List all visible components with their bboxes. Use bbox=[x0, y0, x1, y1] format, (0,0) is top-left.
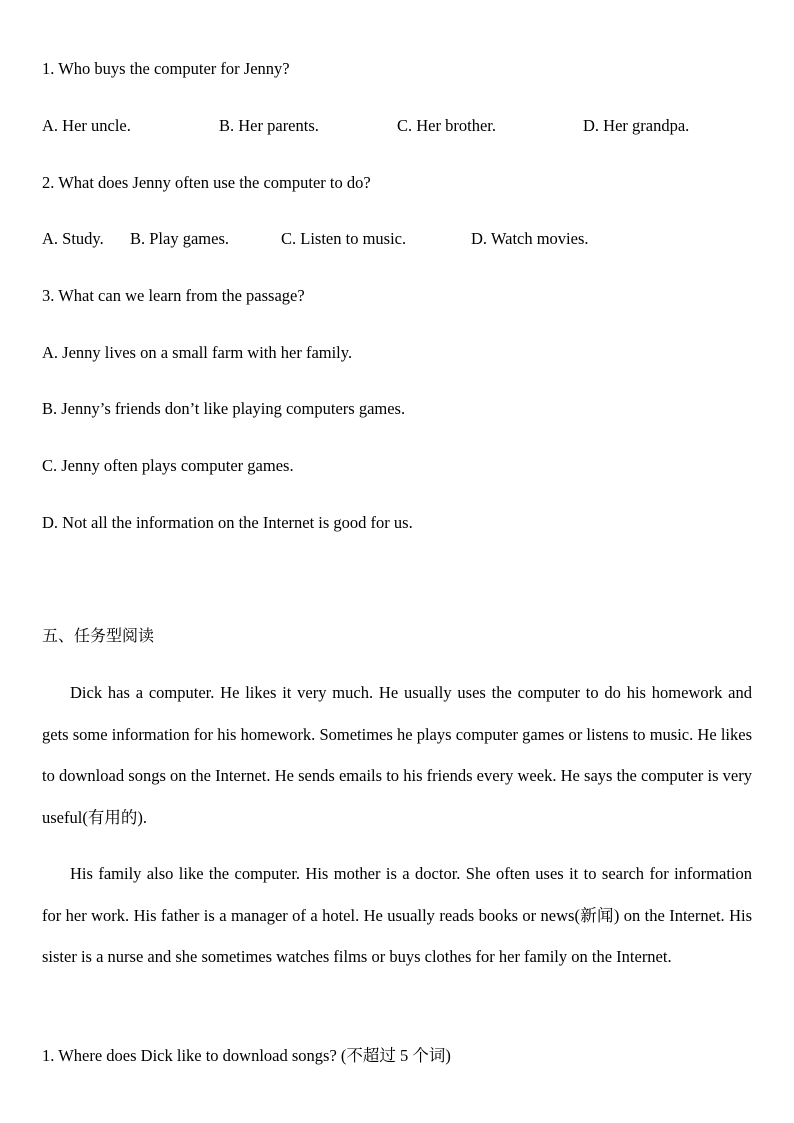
question-2-option-c: C. Listen to music. bbox=[281, 229, 407, 248]
question-1-option-b: B. Her parents. bbox=[219, 116, 319, 135]
question-3-prompt: 3. What can we learn from the passage? bbox=[42, 286, 305, 305]
question-3-option-a: A. Jenny lives on a small farm with her family. bbox=[42, 343, 353, 362]
question-2-option-b: B. Play games. bbox=[130, 229, 229, 248]
passage-paragraph-1: Dick has a computer. He likes it very much. He usually uses the computer to do his homework and gets some information for his homework. Sometimes he plays computer games or listens to music. He likes to download songs on the Internet. He sends emails to his friends every week. He says the computer is very useful(有用的). bbox=[42, 683, 752, 828]
question-3-option-d: D. Not all the information on the Internet is good for us. bbox=[42, 513, 413, 532]
question-2-prompt: 2. What does Jenny often use the computer to do? bbox=[42, 173, 371, 192]
section-heading: 五、任务型阅读 bbox=[42, 626, 155, 645]
task-question-1: 1. Where does Dick like to download songs? (不超过 5 个词) bbox=[42, 1046, 451, 1065]
question-3-option-b: B. Jenny’s friends don’t like playing computers games. bbox=[42, 399, 406, 418]
passage-paragraph-2: His family also like the computer. His mother is a doctor. She often uses it to search for information for her work. His father is a manager of a hotel. He usually reads books or news(新闻) on the Internet. His sister is a nurse and she sometimes watches films or buys clothes for her family on the Internet. bbox=[42, 864, 752, 967]
question-1-option-a: A. Her uncle. bbox=[42, 116, 131, 135]
question-1-option-c: C. Her brother. bbox=[397, 116, 496, 135]
question-1-prompt: 1. Who buys the computer for Jenny? bbox=[42, 59, 290, 78]
question-1-option-d: D. Her grandpa. bbox=[583, 116, 690, 135]
question-2-option-a: A. Study. bbox=[42, 229, 104, 248]
question-2-option-d: D. Watch movies. bbox=[471, 229, 589, 248]
question-3-option-c: C. Jenny often plays computer games. bbox=[42, 456, 294, 475]
